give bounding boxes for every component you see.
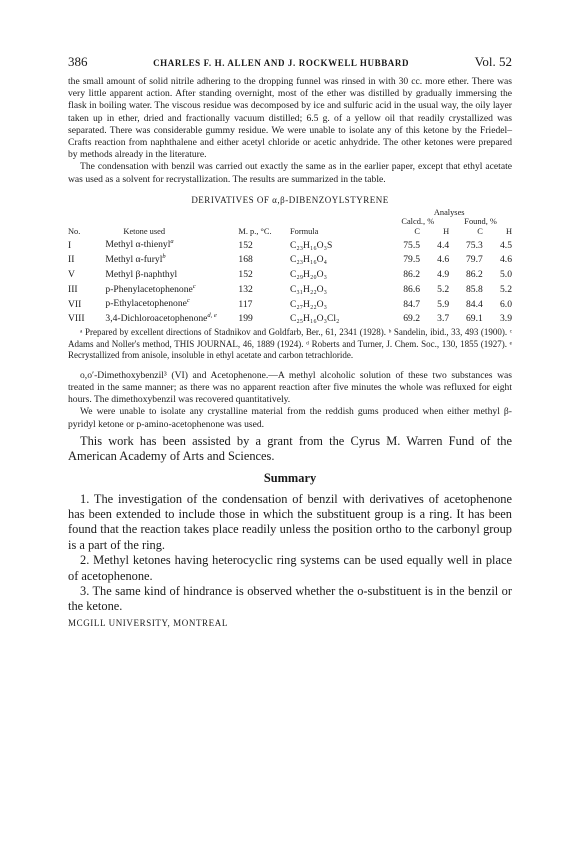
col-header-found-c: C bbox=[477, 226, 483, 236]
cell-found-c: 69.1 bbox=[465, 313, 483, 325]
cell-calc-h: 4.9 bbox=[437, 269, 450, 281]
volume-label: Vol. 52 bbox=[474, 54, 512, 69]
cell-ketone bbox=[99, 310, 238, 325]
cell-calc-c: 84.7 bbox=[403, 298, 421, 310]
cell-ketone bbox=[99, 236, 238, 251]
cell-formula: C₂₅H₁₆O₃Cl₂ bbox=[289, 313, 340, 325]
derivatives-table bbox=[68, 208, 512, 325]
analyses-label: Analyses bbox=[433, 207, 465, 217]
cell-found-h: 5.2 bbox=[500, 283, 512, 295]
running-authors: CHARLES F. H. ALLEN AND J. ROCKWELL HUBBARD bbox=[153, 58, 410, 68]
ketone-name: 3,4-Dichloroacetophenone bbox=[105, 313, 208, 325]
table-footnotes: ᵃ Prepared by excellent directions of Stadnikov and Goldfarb, Ber., 61, 2341 (1928). ᵇ Sandelin, ibid., 33, 493 (1900). ᶜ Adams and Noller's method, THIS JOURNAL, 46, 1889 (1924). ᵈ Roberts and Turner, J. Chem. Soc., 130, 1855 (1927). ᵉ Recrystallized from anisole, insoluble in ethyl acetate and carbon tetrachloride. bbox=[68, 327, 512, 361]
cell-no: III bbox=[68, 283, 78, 295]
col-header-ketone: Ketone used bbox=[123, 226, 166, 236]
intro-paragraph: the small amount of solid nitrile adhering to the dropping funnel was rinsed in with 30 cc. more ether. There was very little apparent action. After standing overnight, most of the ether was distilled by gradually immersing the flask in boiling water. The viscous residue was decomposed by ice and sulfuric acid in the usual way, the oily layer taken up in ether, dried and fractionally vacuum distilled; 6.5 g. of a yellow oil that readily crystallized was separated. There was considerable gummy residue. We were unable to isolate any of this ketone by the Friedel–Crafts reaction from naphthalene and either acetyl chloride or acetic anhydride. The other ketones were prepared by methods already in the literature. bbox=[68, 76, 512, 161]
cell-calc-c: 69.2 bbox=[403, 313, 421, 325]
ketone-name: Methyl α-furyl bbox=[105, 254, 163, 266]
affiliation: MCGILL UNIVERSITY, MONTREAL bbox=[68, 617, 228, 628]
cell-calc-c: 79.5 bbox=[403, 254, 421, 266]
cell-found-c: 86.2 bbox=[465, 269, 483, 281]
cell-found-h: 3.9 bbox=[500, 313, 512, 325]
table-row bbox=[68, 281, 512, 296]
ketone-name: p-Phenylacetophenone bbox=[105, 283, 193, 295]
cell-no: V bbox=[68, 269, 75, 281]
cell-found-c: 75.3 bbox=[465, 239, 483, 251]
cell-no: VIII bbox=[68, 313, 85, 325]
cell-ketone bbox=[99, 281, 238, 296]
cell-calc-h: 5.9 bbox=[437, 298, 450, 310]
col-header-mp: M. p., °C. bbox=[238, 226, 272, 236]
cell-mp: 132 bbox=[238, 283, 253, 295]
cell-calc-c: 86.2 bbox=[403, 269, 421, 281]
cell-found-h: 6.0 bbox=[500, 298, 512, 310]
table-row bbox=[68, 310, 512, 325]
cell-found-c: 85.8 bbox=[465, 283, 483, 295]
calcd-found-row bbox=[68, 217, 512, 227]
calcd-label: Calcd., % bbox=[401, 217, 435, 227]
cell-no: VII bbox=[68, 298, 82, 310]
cell-mp: 152 bbox=[238, 269, 253, 281]
cell-formula: C₂₃H₁₆O₃S bbox=[289, 239, 333, 251]
table-row bbox=[68, 236, 512, 251]
summary-title: Summary bbox=[263, 470, 317, 485]
cell-calc-h: 3.7 bbox=[437, 313, 450, 325]
cell-mp: 117 bbox=[238, 298, 253, 310]
unable-paragraph: We were unable to isolate any crystalline material from the reddish gums produced when either methyl β-pyridyl ketone or p-amino-acetophenone was used. bbox=[68, 406, 512, 430]
summary-item-2: 2. Methyl ketones having heterocyclic ring systems can be used equally well in place of acetophenone. bbox=[68, 553, 512, 583]
col-header-calc-c: C bbox=[414, 226, 421, 236]
acknowledgment: This work has been assisted by a grant from the Cyrus M. Warren Fund of the American Academy of Arts and Sciences. bbox=[68, 433, 512, 464]
column-header-row bbox=[68, 227, 512, 237]
cell-formula: C₂₇H₂₂O₃ bbox=[289, 298, 327, 310]
cell-mp: 152 bbox=[238, 239, 253, 251]
cell-formula: C₂₃H₁₆O₄ bbox=[289, 254, 327, 266]
footnote-marker: a bbox=[170, 238, 174, 246]
condensation-paragraph: The condensation with benzil was carried out exactly the same as in the earlier paper, except that ethyl acetate was used as a solvent for recrystallization. The results are summarized in the table. bbox=[68, 161, 512, 185]
table-row bbox=[68, 295, 512, 310]
cell-formula: C₃₁H₂₂O₃ bbox=[289, 283, 327, 295]
footnote-marker: d, e bbox=[207, 312, 217, 320]
footnote-marker: c bbox=[192, 282, 196, 290]
summary-item-3: 3. The same kind of hindrance is observed whether the o-substituent is in the benzil or the ketone. bbox=[68, 584, 512, 614]
cell-mp: 199 bbox=[238, 313, 253, 325]
col-header-found-h: H bbox=[505, 226, 512, 236]
table-row bbox=[68, 266, 512, 281]
ketone-name: Methyl β-naphthyl bbox=[105, 269, 178, 281]
cell-found-h: 4.5 bbox=[500, 239, 512, 251]
cell-calc-c: 86.6 bbox=[403, 283, 421, 295]
cell-ketone bbox=[99, 295, 238, 310]
footnote-marker: b bbox=[162, 253, 166, 261]
cell-ketone bbox=[99, 266, 238, 281]
cell-calc-h: 4.4 bbox=[437, 239, 450, 251]
table-body bbox=[68, 236, 512, 325]
col-header-calc-h: H bbox=[443, 226, 450, 236]
journal-page bbox=[68, 54, 512, 628]
table-caption: DERIVATIVES OF α,β-DIBENZOYLSTYRENE bbox=[191, 194, 389, 205]
cell-calc-h: 5.2 bbox=[437, 283, 450, 295]
page-number: 386 bbox=[68, 54, 88, 69]
ketone-name: Methyl α-thienyl bbox=[105, 239, 171, 251]
summary-item-1: 1. The investigation of the condensation of benzil with derivatives of acetophenone has been extended to include those in which the substituent group is a ring. It has been found that the reaction takes place readily unless the position ortho to the carbonyl group is a part of the ring. bbox=[68, 491, 512, 552]
cell-calc-c: 75.5 bbox=[403, 239, 421, 251]
col-header-formula: Formula bbox=[289, 226, 319, 236]
dimethoxy-paragraph: o,o′-Dimethoxybenzil³ (VI) and Acetophenone.—A methyl alcoholic solution of these two substances was treated in the same manner; as there was no apparent reaction after five minutes the whole was refluxed for eight hours. The dimethoxybenzil was recovered quantitatively. bbox=[68, 369, 512, 406]
cell-no: II bbox=[68, 254, 75, 266]
cell-no: I bbox=[68, 239, 72, 251]
cell-found-c: 79.7 bbox=[465, 254, 483, 266]
analyses-header-row bbox=[68, 208, 512, 218]
cell-found-c: 84.4 bbox=[465, 298, 483, 310]
ketone-name: p-Ethylacetophenone bbox=[105, 298, 187, 310]
cell-mp: 168 bbox=[238, 254, 253, 266]
cell-found-h: 5.0 bbox=[500, 269, 512, 281]
cell-calc-h: 4.6 bbox=[437, 254, 450, 266]
cell-found-h: 4.6 bbox=[500, 254, 512, 266]
cell-formula: C₂₉H₂₀O₃ bbox=[289, 269, 327, 281]
footnote-marker: c bbox=[186, 297, 190, 305]
found-label: Found, % bbox=[464, 217, 497, 227]
running-header bbox=[68, 54, 512, 76]
col-header-no: No. bbox=[68, 226, 81, 236]
cell-ketone bbox=[99, 251, 238, 266]
table-row bbox=[68, 251, 512, 266]
